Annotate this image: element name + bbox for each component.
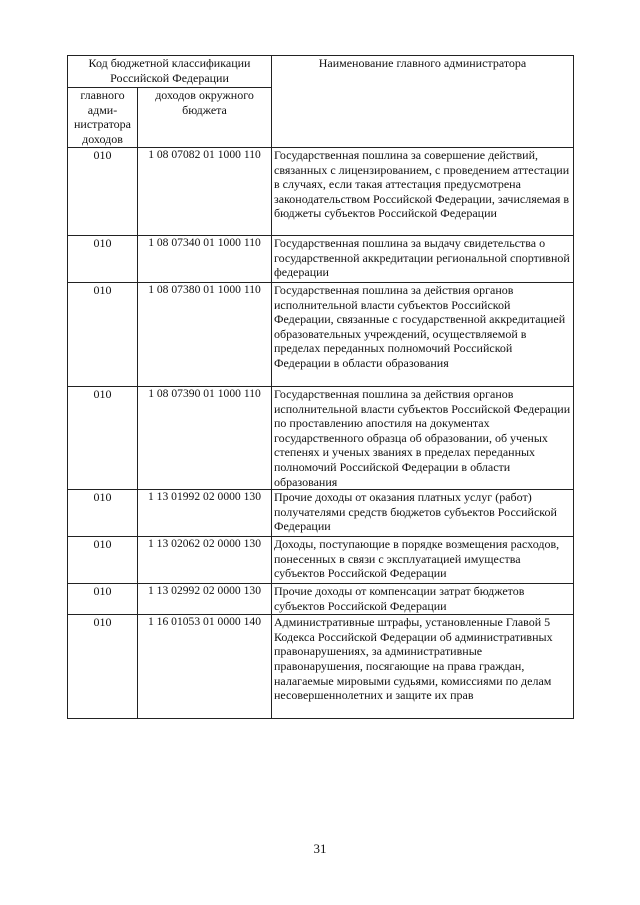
revenue-name-cell: Прочие доходы от компенсации затрат бюджетов субъектов Российской Федерации <box>272 584 574 615</box>
admin-code-cell: 010 <box>68 283 138 387</box>
revenue-code-cell: 1 08 07390 01 1000 110 <box>138 387 272 490</box>
header-administrator-name: Наименование главного администратора <box>272 56 574 148</box>
revenue-code-cell: 1 13 02992 02 0000 130 <box>138 584 272 615</box>
table-row <box>68 615 574 719</box>
admin-code-cell: 010 <box>68 537 138 584</box>
revenue-code-cell: 1 08 07340 01 1000 110 <box>138 236 272 283</box>
revenue-code-cell: 1 13 02062 02 0000 130 <box>138 537 272 584</box>
table-row <box>68 584 574 615</box>
admin-code-cell: 010 <box>68 387 138 490</box>
revenue-code-cell: 1 08 07380 01 1000 110 <box>138 283 272 387</box>
header-district-budget-revenue: доходов окружного бюджета <box>138 88 272 148</box>
revenue-code-cell: 1 13 01992 02 0000 130 <box>138 490 272 537</box>
admin-code-cell: 010 <box>68 148 138 236</box>
page-number: 31 <box>313 841 327 856</box>
admin-code-cell: 010 <box>68 584 138 615</box>
revenue-name-cell: Государственная пошлина за действия органов исполнительной власти субъектов Российской Федерации по проставлению апостиля на документах государственного образца об образовании, об ученых степенях и ученых званиях в пределах переданных полномочий Российской Федерации в области образования <box>272 387 574 490</box>
admin-code-cell: 010 <box>68 236 138 283</box>
table-row <box>68 283 574 387</box>
revenue-name-cell: Государственная пошлина за совершение действий, связанных с лицензированием, с проведением аттестации в случаях, если такая аттестация предусмотрена законодательством Российской Федерации, зачисляемая в бюджеты субъектов Российской Федерации <box>272 148 574 236</box>
admin-code-cell: 010 <box>68 615 138 719</box>
table-row <box>68 387 574 490</box>
table-row <box>68 148 574 236</box>
revenue-name-cell: Государственная пошлина за выдачу свидетельства о государственной аккредитации региональной спортивной федерации <box>272 236 574 283</box>
revenue-code-cell: 1 16 01053 01 0000 140 <box>138 615 272 719</box>
revenue-code-cell: 1 08 07082 01 1000 110 <box>138 148 272 236</box>
revenue-name-cell: Административные штрафы, установленные Главой 5 Кодекса Российской Федерации об административных правонарушениях, за административные правонарушения, посягающие на права граждан, налагаемые мировыми судьями, комиссиями по делам несовершеннолетних и защите их прав <box>272 615 574 719</box>
revenue-name-cell: Прочие доходы от оказания платных услуг (работ) получателями средств бюджетов субъектов Российской Федерации <box>272 490 574 537</box>
revenue-name-cell: Доходы, поступающие в порядке возмещения расходов, понесенных в связи с эксплуатацией имущества субъектов Российской Федерации <box>272 537 574 584</box>
table-row <box>68 490 574 537</box>
table-row <box>68 537 574 584</box>
budget-classification-table <box>67 55 574 719</box>
table-row <box>68 236 574 283</box>
header-chief-administrator: главного адми-нистратора доходов <box>68 88 138 148</box>
header-budget-classification-code: Код бюджетной классификации Российской Федерации <box>68 56 272 88</box>
revenue-name-cell: Государственная пошлина за действия органов исполнительной власти субъектов Российской Федерации, связанные с государственной аккредитацией образовательных учреждений, осуществляемой в пределах переданных полномочий Российской Федерации в области образования <box>272 283 574 387</box>
admin-code-cell: 010 <box>68 490 138 537</box>
